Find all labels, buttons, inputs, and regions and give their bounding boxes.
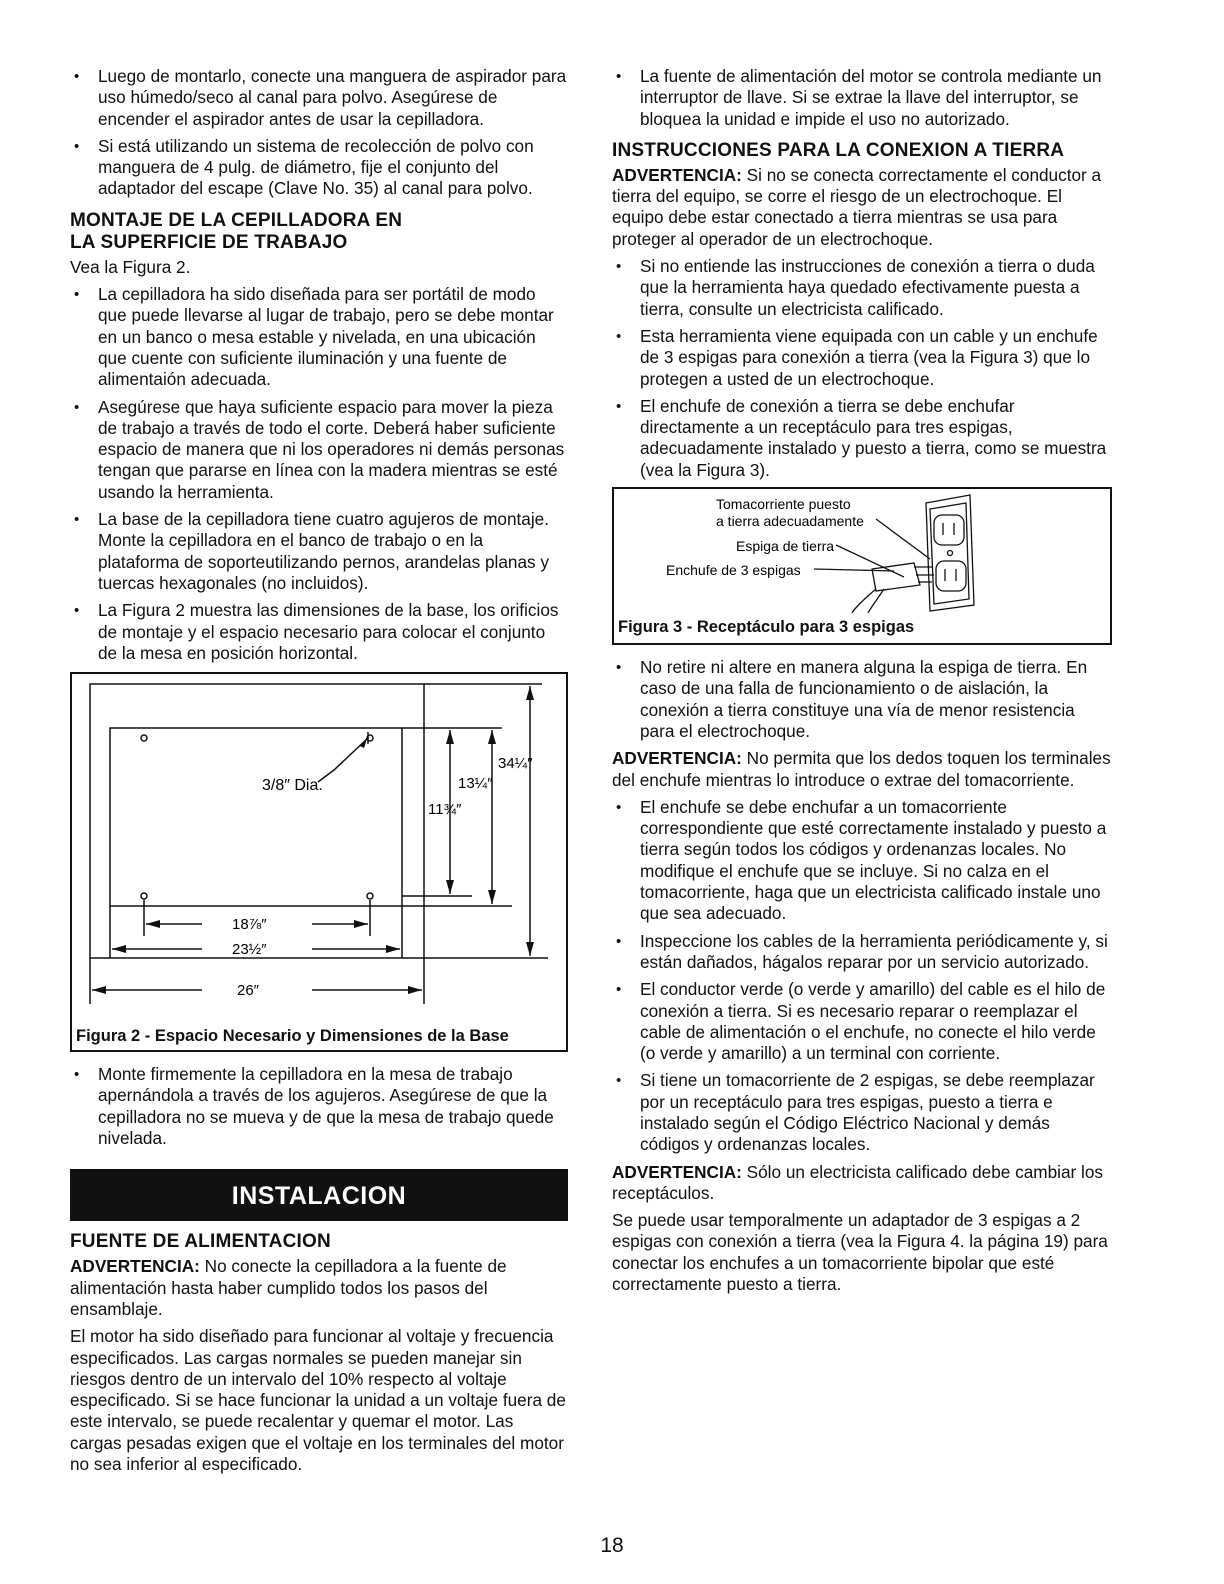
key-bullets	[612, 66, 1112, 130]
dim-11-label: 11¾″	[428, 801, 462, 819]
dia-leader	[318, 738, 368, 782]
base-dimensions-diagram	[72, 674, 566, 1024]
list-item: • Luego de montarlo, conecte una manguera de aspirador para uso húmedo/seco al canal para polvo. Asegúrese de encender el aspirador antes de usar la cepilladora.	[70, 66, 568, 130]
power-heading: FUENTE DE ALIMENTACION	[70, 1231, 331, 1253]
adapter-paragraph: Se puede usar temporalmente un adaptador de 3 espigas a 2 espigas con conexión a tierra (vea la Figura 4. la página 19) para conectar los enchufes a un tomacorriente bipolar que esté correctamente puesto a tierra.	[612, 1210, 1108, 1295]
figure-2-caption: Figura 2 - Espacio Necesario y Dimensiones de la Base	[76, 1027, 509, 1046]
warning-text: No permita que los dedos toquen los terminales del enchufe mientras lo introduce o extrae del tomacorriente.	[612, 748, 1111, 790]
after-fig2-bullets	[70, 1064, 568, 1149]
receptacle-diagram	[614, 489, 1110, 613]
list-item: • Esta herramienta viene equipada con un cable y un enchufe de 3 espigas para conexión a tierra (vea la Figura 3) que lo protegen a usted de un electrochoque.	[612, 326, 1112, 390]
electrician-warning	[612, 1162, 1112, 1205]
warning-label: ADVERTENCIA:	[612, 748, 742, 769]
mount-hole	[141, 893, 147, 899]
three-prong-plug	[872, 563, 920, 591]
right-column	[612, 66, 1112, 1301]
list-item: • Si está utilizando un sistema de recolección de polvo con manguera de 4 pulg. de diámetro, fije el conjunto del adaptador del escape (Clave No. 35) al canal para polvo.	[70, 136, 568, 200]
base-outline	[110, 728, 402, 906]
list-item: • No retire ni altere en manera alguna la espiga de tierra. En caso de una falla de funcionamiento o de aislación, la conexión a tierra constituye una vía de menor resistencia para el electrochoque.	[612, 657, 1112, 742]
mount-heading-line-2: LA SUPERFICIE DE TRABAJO	[70, 231, 348, 253]
outlet-bottom	[936, 561, 966, 591]
fig3-label-ground-pin: Espiga de tierra	[736, 538, 835, 555]
list-item: • La Figura 2 muestra las dimensiones de la base, los orificios de montaje y el espacio necesario para colocar el conjunto de la mesa en posición horizontal.	[70, 600, 568, 664]
intro-bullets	[70, 66, 568, 200]
section-banner: INSTALACION	[70, 1169, 568, 1221]
warning-text: Sólo un electricista calificado debe cambiar los receptáculos.	[612, 1161, 1103, 1203]
dim-18-label: 18⅞″	[232, 916, 267, 934]
figure-3-caption: Figura 3 - Receptáculo para 3 espigas	[618, 618, 915, 637]
list-item: • La base de la cepilladora tiene cuatro agujeros de montaje. Monte la cepilladora en el banco de trabajo o en la plataforma de soporteutilizando pernos, arandelas planas y tuercas hexagonales (no incluidos).	[70, 509, 568, 594]
mount-heading	[70, 210, 568, 254]
see-figure-2: Vea la Figura 2.	[70, 256, 191, 277]
ground-heading: INSTRUCCIONES PARA LA CONEXION A TIERRA	[612, 139, 1065, 161]
power-cord	[852, 589, 876, 613]
plug-bullets	[612, 797, 1112, 1156]
power-warning	[70, 1256, 568, 1320]
list-item: • Si no entiende las instrucciones de conexión a tierra o duda que la herramienta haya quedado efectivamente puesta a tierra, consulte un electricista calificado.	[612, 256, 1112, 320]
dim-dia-label: 3/8″ Dia.	[262, 777, 323, 795]
warning-text: No conecte la cepilladora a la fuente de alimentación hasta haber cumplido todos los pasos del ensamblaje.	[70, 1256, 507, 1319]
list-item: • La fuente de alimentación del motor se controla mediante un interruptor de llave. Si se extrae la llave del interruptor, se bloquea la unidad e impide el uso no autorizado.	[612, 66, 1112, 130]
left-column	[70, 66, 568, 1481]
mount-heading-line-1: MONTAJE DE LA CEPILLADORA EN	[70, 209, 403, 231]
warning-label: ADVERTENCIA:	[612, 1161, 742, 1182]
figure-2	[70, 672, 568, 1052]
dim-23-label: 23½″	[232, 941, 267, 959]
mount-bullets	[70, 284, 568, 664]
dim-26-label: 26″	[237, 982, 259, 1000]
mount-hole	[141, 735, 147, 741]
plate-screw	[948, 551, 953, 556]
fig3-label-plug: Enchufe de 3 espigas	[666, 562, 801, 579]
list-item: • El enchufe de conexión a tierra se debe enchufar directamente a un receptáculo para tres espigas, adecuadamente instalado y puesto a tierra, como se muestra (vea la Figura 3).	[612, 396, 1112, 481]
list-item: • Monte firmemente la cepilladora en la mesa de trabajo apernándola a través de los agujeros. Asegúrese de que la cepilladora no se mueva y de que la mesa de trabajo quede nivelada.	[70, 1064, 568, 1149]
figure-3	[612, 487, 1112, 645]
power-paragraph: El motor ha sido diseñado para funcionar al voltaje y frecuencia especificados. Las cargas normales se pueden manejar sin riesgos dentro de un intervalo del 10% respecto al voltaje especificado. Si se hace funcionar la unidad a un voltaje fuera de este intervalo, se puede recalentar y quemar el motor. Las cargas pesadas exigen que el voltaje en los terminales del motor no sea inferior al especificado.	[70, 1326, 566, 1474]
finger-warning	[612, 748, 1112, 791]
warning-label: ADVERTENCIA:	[612, 164, 742, 185]
fig3-label-receptacle-2: a tierra adecuadamente	[716, 513, 864, 530]
list-item: • Inspeccione los cables de la herramienta periódicamente y, si están dañados, hágalos reparar por un servicio autorizado.	[612, 931, 1112, 974]
ground-bullets	[612, 256, 1112, 481]
list-item: • El conductor verde (o verde y amarillo) del cable es el hilo de conexión a tierra. Si es necesario reparar o reemplazar el cable de alimentación o el enchufe, no conecte el hilo verde (o verde y amarillo) a un terminal con corriente.	[612, 979, 1112, 1064]
list-item: • Si tiene un tomacorriente de 2 espigas, se debe reemplazar por un receptáculo para tres espigas, puesto a tierra e instalado según el Código Eléctrico Nacional y demás códigos y ordenanzas locales.	[612, 1070, 1112, 1155]
warning-text: Si no se conecta correctamente el conductor a tierra del equipo, se corre el riesgo de un electrochoque. El equipo debe estar conectado a tierra mientras se usa para proteger al operador de un electrochoque.	[612, 164, 1102, 249]
after-fig3-bullets	[612, 657, 1112, 742]
dim-13-label: 13¼″	[458, 775, 493, 793]
ground-warning	[612, 165, 1112, 250]
fig3-label-receptacle-1: Tomacorriente puesto	[716, 496, 851, 513]
outlet-top	[934, 515, 964, 545]
page-number: 18	[600, 1534, 624, 1557]
list-item: • La cepilladora ha sido diseñada para ser portátil de modo que puede llevarse al lugar de trabajo, pero se debe montar en un banco o mesa estable y nivelada, en una ubicación que cuente con suficiente iluminación y una fuente de alimentaión adecuada.	[70, 284, 568, 390]
dim-34-label: 34¼″	[498, 755, 533, 773]
list-item: • Asegúrese que haya suficiente espacio para mover la pieza de trabajo a través de todo el corte. Deberá haber suficiente espacio de manera que ni los operadores ni demás personas tengan que pararse en línea con la madera mientras se esté usando la herramienta.	[70, 397, 568, 503]
list-item: • El enchufe se debe enchufar a un tomacorriente correspondiente que esté correctamente instalado y puesto a tierra según todos los códigos y ordenanzas locales. No modifique el enchufe que se incluye. Si no calza en el tomacorriente, haga que un electricista calificado instale uno que sea adecuado.	[612, 797, 1112, 925]
mount-hole	[367, 893, 373, 899]
warning-label: ADVERTENCIA:	[70, 1256, 200, 1277]
